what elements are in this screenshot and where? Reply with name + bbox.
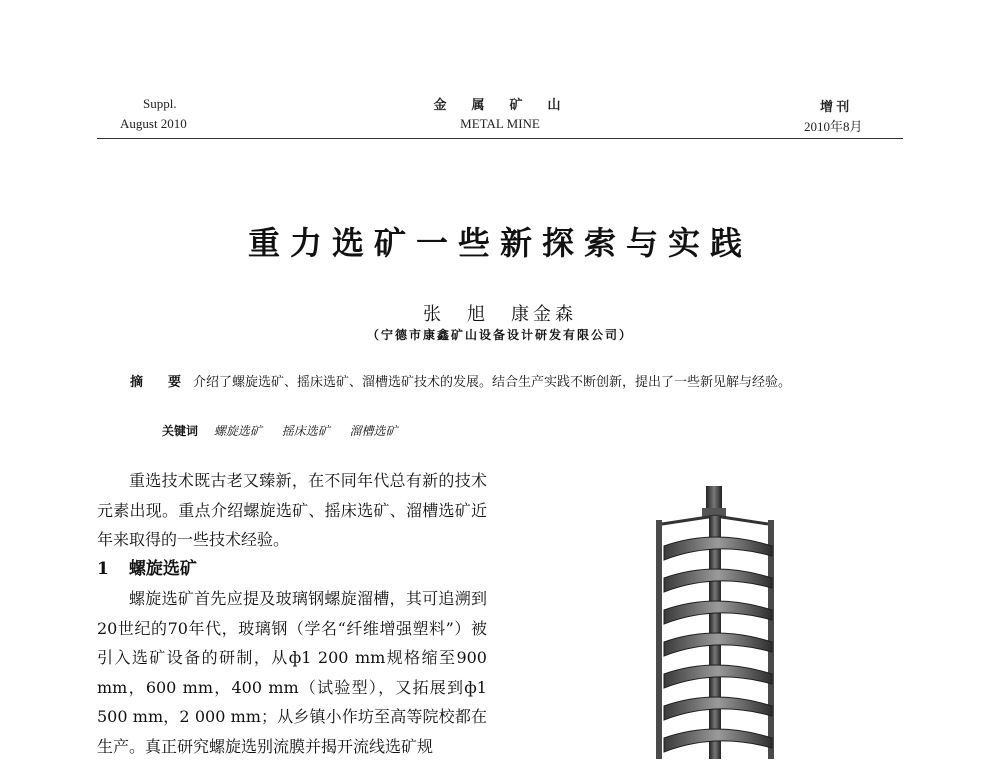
keywords: [162, 422, 414, 439]
spiral-chute-photo: [640, 480, 790, 759]
header-date-cn: 2010年8月: [804, 119, 863, 134]
article-affiliation: （宁德市康鑫矿山设备设计研发有限公司）: [366, 328, 633, 342]
section-number: 1: [97, 558, 109, 579]
header-date-en: August 2010: [120, 116, 187, 131]
header-supplement-cn: 增 刊: [820, 99, 850, 114]
section-title: 螺旋选矿: [128, 558, 197, 579]
keywords-label: 关键词: [162, 424, 199, 438]
abstract: [130, 370, 878, 395]
header-suppl: Suppl.: [143, 96, 177, 111]
keyword-item: 摇床选矿: [281, 424, 330, 438]
abstract-text: 介绍了螺旋选矿、摇床选矿、溜槽选矿技术的发展。结合生产实践不断创新，提出了一些新见解与经验。: [193, 375, 792, 390]
section-paragraph: 螺旋选矿首先应提及玻璃钢螺旋溜槽，其可追溯到20世纪的70年代，玻璃钢（学名“纤维增强塑料”）被引入选矿设备的研制，从ф1 200 mm规格缩至900 mm，600 mm，400 mm（试验型），又拓展到ф1 500 mm，2 000 mm；从乡镇小作坊至高等院校都在生产。真正研究螺旋选别流膜并揭开流线选矿规: [97, 589, 487, 756]
section-heading: [97, 555, 487, 585]
keyword-item: 螺旋选矿: [213, 424, 262, 438]
article-title: 重力选矿一些新探索与实践: [247, 224, 752, 262]
body-column: [97, 466, 487, 761]
journal-name-en: METAL MINE: [460, 116, 540, 131]
abstract-label: 摘 要: [130, 375, 188, 390]
header-rule: [97, 138, 903, 139]
article-authors: 张 旭 康金森: [423, 304, 577, 325]
journal-name-cn: 金 属 矿 山: [433, 97, 567, 112]
intro-paragraph: 重选技术既古老又臻新，在不同年代总有新的技术元素出现。重点介绍螺旋选矿、摇床选矿、溜槽选矿近年来取得的一些技术经验。: [97, 471, 487, 549]
keyword-item: 溜槽选矿: [349, 424, 398, 438]
